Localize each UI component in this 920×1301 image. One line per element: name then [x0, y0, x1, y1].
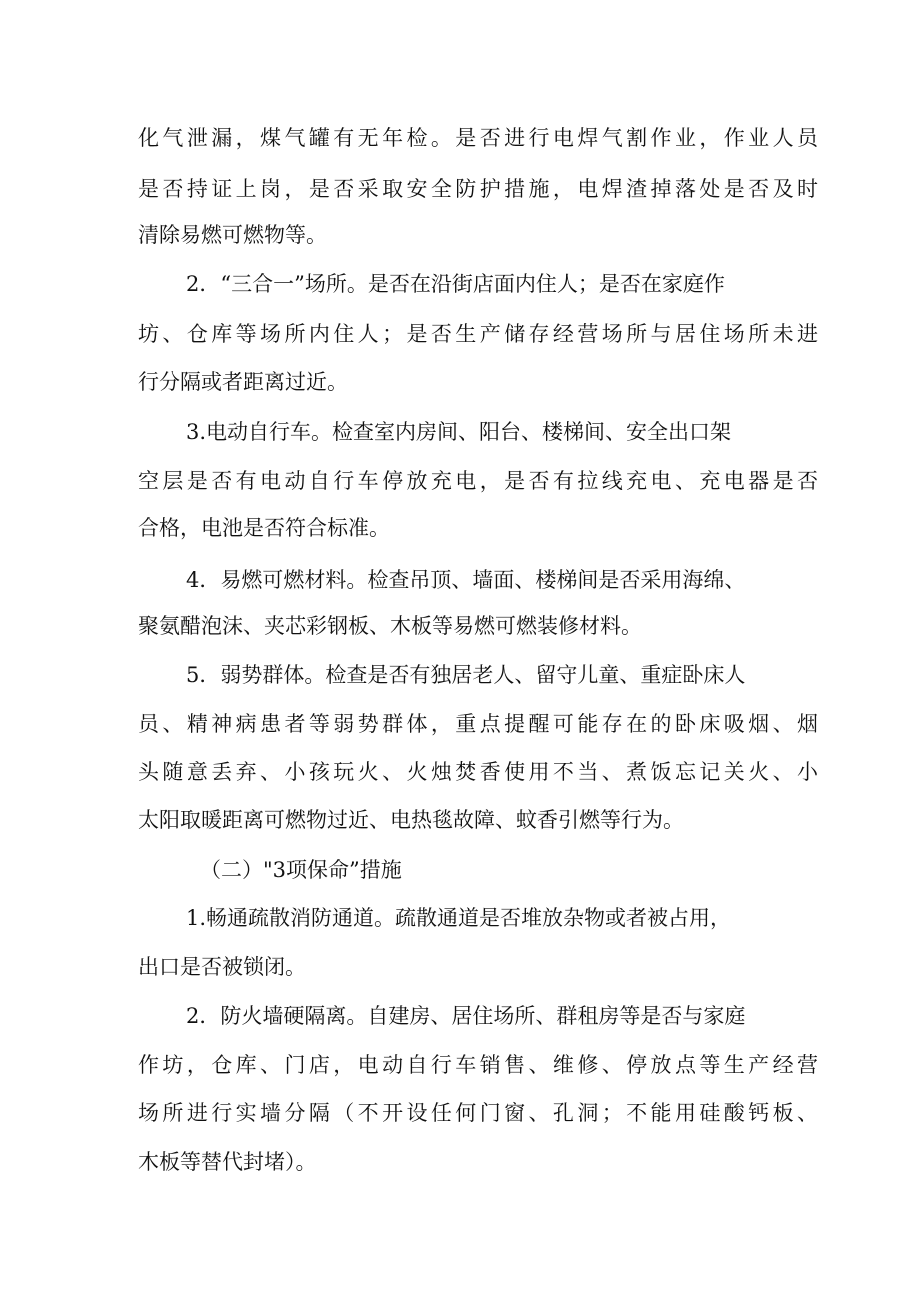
text-line: 5．弱势群体。检查是否有独居老人、留守儿童、重症卧床人: [186, 663, 746, 687]
text-line: 作坊，仓库、门店，电动自行车销售、维修、停放点等生产经营: [138, 1053, 818, 1077]
text-line: 1.畅通疏散消防通道。疏散通道是否堆放杂物或者被占用，: [186, 906, 732, 930]
text-line: 化气泄漏，煤气罐有无年检。是否进行电焊气割作业，作业人员: [138, 126, 818, 150]
text-line: 坊、仓库等场所内住人；是否生产储存经营场所与居住场所未进: [138, 322, 818, 346]
text-line: 是否持证上岗，是否采取安全防护措施，电焊渣掉落处是否及时: [138, 177, 818, 201]
section-heading: （二）"3项保命”措施: [200, 858, 402, 882]
text-line: 聚氨醋泡沫、夹芯彩钢板、木板等易燃可燃装修材料。: [138, 614, 642, 638]
text-line: 场所进行实墙分隔（不开设任何门窗、孔洞；不能用硅酸钙板、: [138, 1101, 818, 1125]
text-line: 太阳取暖距离可燃物过近、电热毯故障、蚊香引燃等行为。: [138, 808, 684, 832]
text-line: 行分隔或者距离过近。: [138, 370, 348, 394]
text-line: 2．“三合一”场所。是否在沿街店面内住人；是否在家庭作: [186, 272, 725, 296]
text-line: 4．易燃可燃材料。检查吊顶、墙面、楼梯间是否采用海绵、: [186, 568, 746, 592]
text-line: 木板等替代封堵）。: [138, 1150, 317, 1174]
text-line: 员、精神病患者等弱势群体，重点提醒可能存在的卧床吸烟、烟: [138, 712, 818, 736]
text-line: 3.电动自行车。检查室内房间、阳台、楼梯间、安全出口架: [186, 420, 732, 444]
text-line: 合格，电池是否符合标准。: [138, 516, 390, 540]
text-line: 2．防火墙硬隔离。自建房、居住场所、群租房等是否与家庭: [186, 1004, 746, 1028]
text-line: 空层是否有电动自行车停放充电，是否有拉线充电、充电器是否: [138, 469, 818, 493]
text-line: 清除易燃可燃物等。: [138, 223, 327, 247]
text-line: 出口是否被锁闭。: [138, 955, 306, 979]
text-line: 头随意丢弃、小孩玩火、火烛焚香使用不当、煮饭忘记关火、小: [138, 760, 818, 784]
